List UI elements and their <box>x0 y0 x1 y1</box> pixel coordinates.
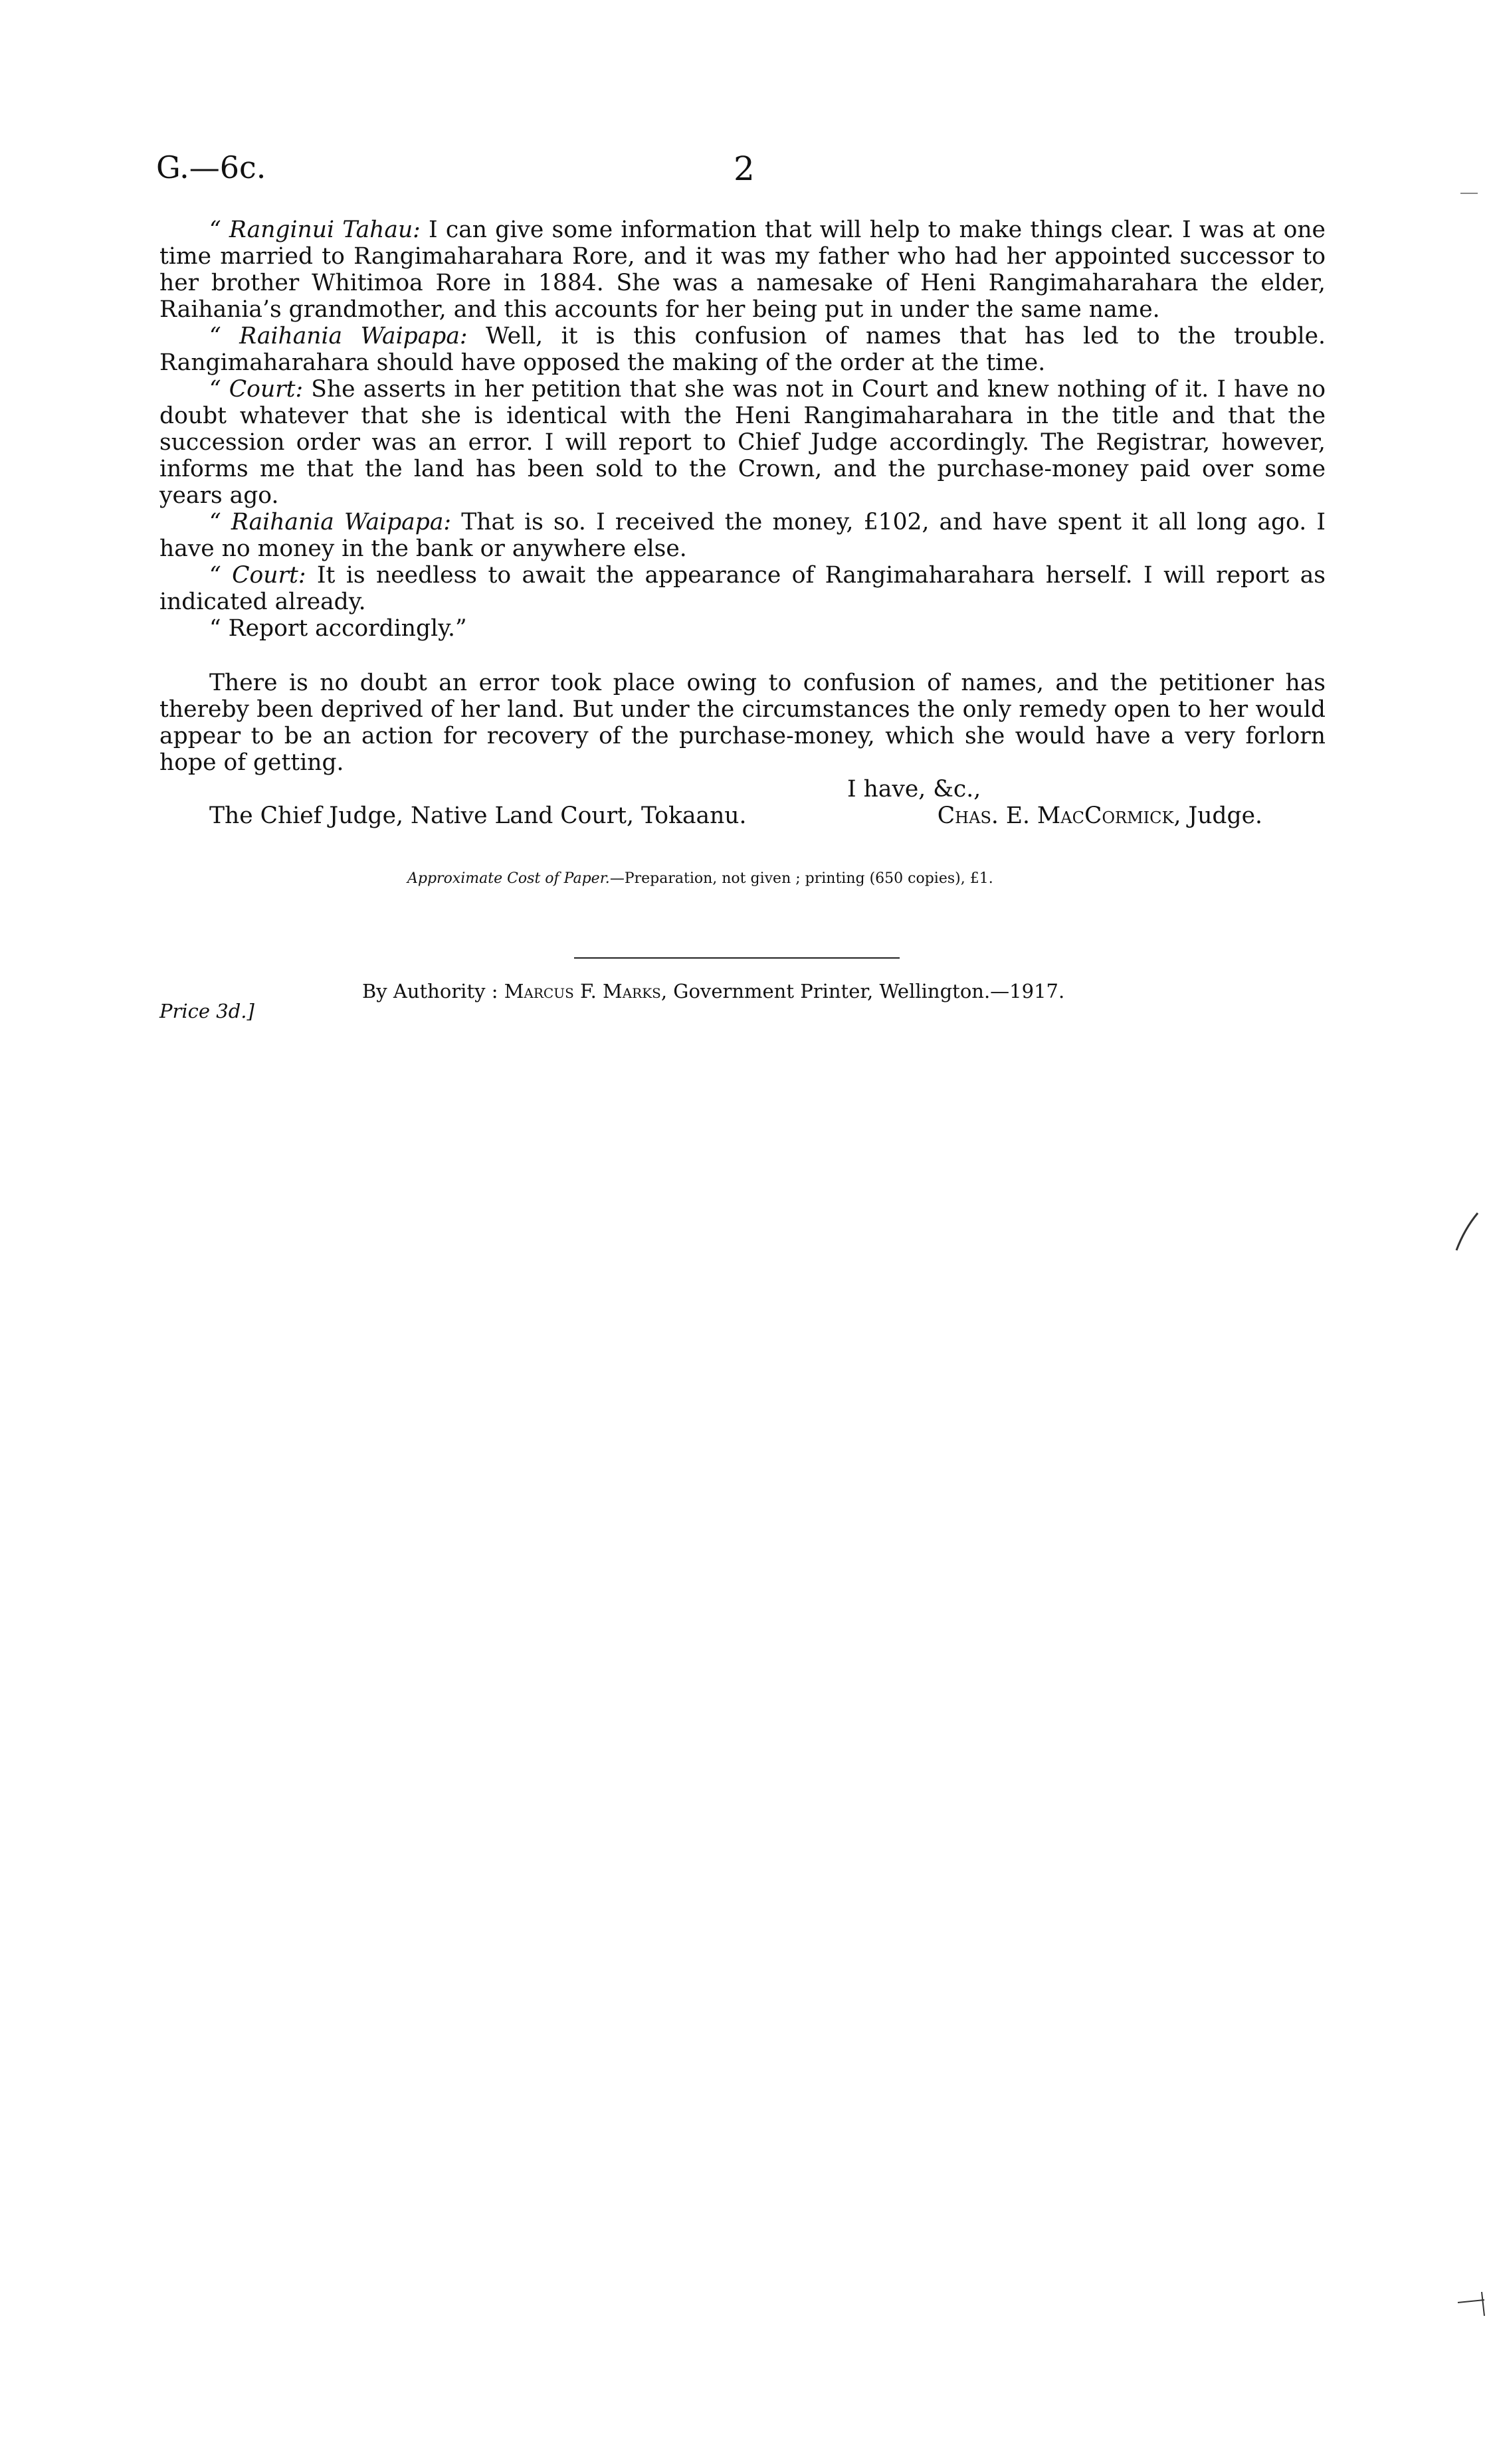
speaker-name: “ Raihania Waipapa: <box>209 323 468 349</box>
testimony-text: I can give some information that will help to make things clear. I was at one time married to Rangimaharahara Rore, and it was my father who had her appointed successor to her brother Whitimoa Rore in 1884. She was a namesake of Heni Rangimaharahara the elder, Raihania’s grandmother, and this accounts for her being put in under the same name. <box>159 217 1326 323</box>
scan-mark <box>1459 189 1479 197</box>
testimony-text: “ Report accordingly.” <box>209 615 467 642</box>
scan-mark <box>1455 2285 1488 2319</box>
authority-label: By Authority : <box>362 980 498 1002</box>
authority-line <box>362 980 1064 1002</box>
price-note: Price 3d.] <box>159 1000 254 1022</box>
testimony-paragraph <box>159 217 1326 323</box>
testimony-paragraph <box>159 509 1326 562</box>
testimony-paragraph <box>159 376 1326 509</box>
printer-text: , Government Printer, Wellington.—1917. <box>660 980 1065 1002</box>
page-number: 2 <box>734 149 755 188</box>
testimony-text: That is so. I received the money, £102, and have spent it all long ago. I have no money in the bank or anywhere else. <box>159 509 1326 562</box>
cost-of-paper-note <box>407 870 993 887</box>
addressee: The Chief Judge, Native Land Court, Tokaanu. <box>209 803 747 829</box>
testimony-paragraph <box>159 323 1326 376</box>
report-body <box>159 217 1326 829</box>
closing-salutation: I have, &c., <box>847 776 981 803</box>
testimony-text: It is needless to await the appearance of Rangimaharahara herself. I will report as indicated already. <box>159 562 1326 615</box>
speaker-name: “ Court: <box>209 562 306 589</box>
testimony-paragraph <box>159 562 1326 615</box>
closing-paragraph: There is no doubt an error took place owing to confusion of names, and the petitioner has thereby been deprived of her land. But under the circumstances the only remedy open to her would appear to be an action for recovery of the purchase-money, which she would have a very forlorn hope of getting. <box>159 670 1326 776</box>
signature <box>938 803 1326 829</box>
cost-text: —Preparation, not given ; printing (650 copies), £1. <box>609 870 993 887</box>
testimony-text: She asserts in her petition that she was not in Court and knew nothing of it. I have no doubt whatever that she is identical with the Heni Rangimaharahara in the title and that the succession order was an error. I will report to Chief Judge accordingly. The Registrar, however, informs me that the land has been sold to the Crown, and the purchase-money paid over some years ago. <box>159 376 1326 509</box>
speaker-name: “ Ranginui Tahau: <box>209 217 421 243</box>
testimony-text: Well, it is this confusion of names that has led to the trouble. Rangimaharahara should have opposed the making of the order at the time. <box>159 323 1326 376</box>
footer-divider <box>574 957 900 959</box>
speaker-name: “ Court: <box>209 376 304 403</box>
signature-row <box>159 803 1326 829</box>
testimony-paragraph <box>159 615 1326 642</box>
printer-name: Marcus F. Marks <box>504 980 661 1002</box>
scan-mark <box>1451 1209 1484 1256</box>
signature-title: , Judge. <box>1173 803 1262 829</box>
cost-label: Approximate Cost of Paper. <box>407 870 610 887</box>
speaker-name: “ Raihania Waipapa: <box>209 509 452 535</box>
signature-name: Chas. E. MacCormick <box>937 803 1174 829</box>
document-code: G.—6c. <box>156 149 266 185</box>
